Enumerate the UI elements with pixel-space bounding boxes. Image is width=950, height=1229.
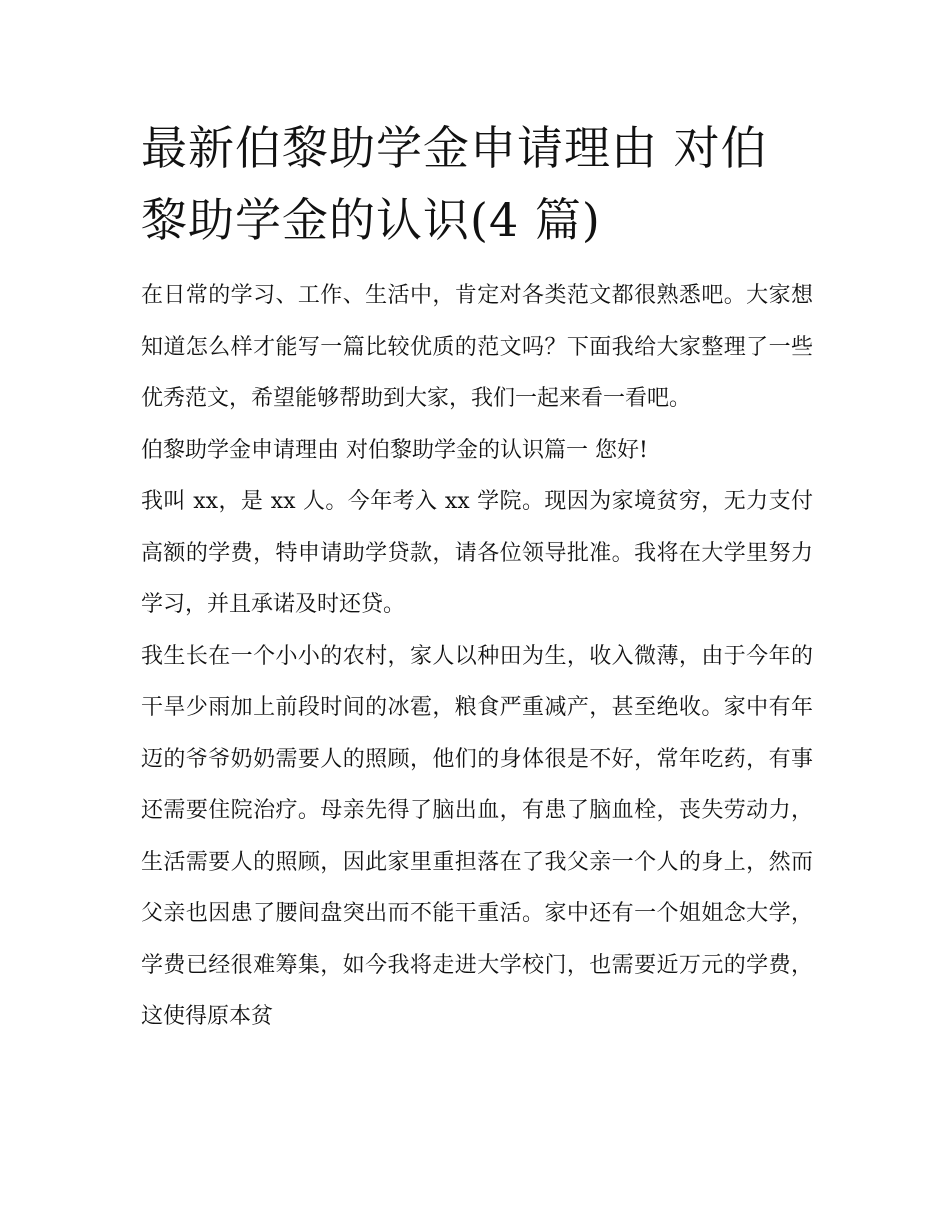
document-body (141, 112, 813, 1043)
document-title: 最新伯黎助学金申请理由 对伯黎助学金的认识(4 篇) (141, 121, 768, 247)
paragraph-self-introduction: 我叫 xx，是 xx 人。今年考入 xx 学院。现因为家境贫穷，无力支付高额的学费，特申请助学贷款，请各位领导批准。我将在大学里努力学习，并且承诺及时还贷。 (141, 489, 813, 617)
paragraph-family-situation: 我生长在一个小小的农村，家人以种田为生，收入微薄，由于今年的干旱少雨加上前段时间的冰雹，粮食严重减产，甚至绝收。家中有年迈的爷爷奶奶需要人的照顾，他们的身体很是不好，常年吃药，有事还需要住院治疗。母亲先得了脑出血，有患了脑血栓，丧失劳动力，生活需要人的照顾，因此家里重担落在了我父亲一个人的身上，然而父亲也因患了腰间盘突出而不能干重活。家中还有一个姐姐念大学，学费已经很难筹集，如今我将走进大学校门，也需要近万元的学费，这使得原本贫 (141, 643, 813, 1029)
paragraph-intro: 在日常的学习、工作、生活中，肯定对各类范文都很熟悉吧。大家想知道怎么样才能写一篇比较优质的范文吗？下面我给大家整理了一些优秀范文，希望能够帮助到大家，我们一起来看一看吧。 (141, 283, 813, 411)
paragraph-section-heading: 伯黎助学金申请理由 对伯黎助学金的认识篇一 您好! (141, 437, 648, 463)
